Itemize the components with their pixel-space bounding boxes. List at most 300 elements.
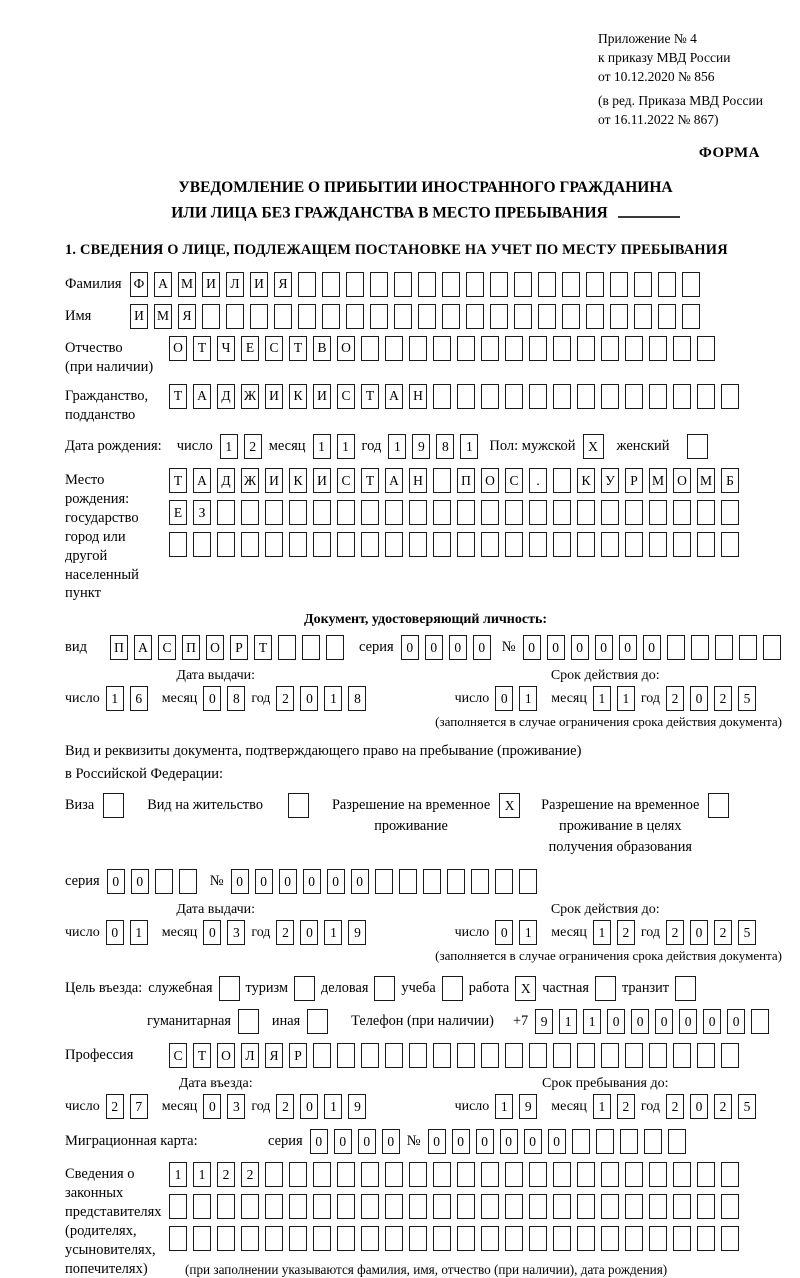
char-cell[interactable] bbox=[241, 532, 259, 557]
char-cell[interactable] bbox=[625, 532, 643, 557]
char-cell[interactable] bbox=[361, 336, 379, 361]
char-cell[interactable] bbox=[409, 336, 427, 361]
char-cell[interactable] bbox=[375, 869, 393, 894]
char-cell[interactable]: 0 bbox=[619, 635, 637, 660]
char-cell[interactable] bbox=[529, 384, 547, 409]
char-cell[interactable]: И bbox=[202, 272, 220, 297]
char-cell[interactable]: 0 bbox=[679, 1009, 697, 1034]
char-cell[interactable] bbox=[634, 272, 652, 297]
char-cell[interactable] bbox=[553, 1043, 571, 1068]
char-cell[interactable]: 0 bbox=[303, 869, 321, 894]
char-cell[interactable]: 0 bbox=[631, 1009, 649, 1034]
char-cell[interactable] bbox=[649, 384, 667, 409]
char-cell[interactable]: А bbox=[154, 272, 172, 297]
char-cell[interactable]: 0 bbox=[334, 1129, 352, 1154]
char-cell[interactable]: К bbox=[289, 468, 307, 493]
char-cell[interactable] bbox=[322, 272, 340, 297]
char-cell[interactable] bbox=[697, 384, 715, 409]
char-cell[interactable]: И bbox=[313, 468, 331, 493]
char-cell[interactable] bbox=[538, 304, 556, 329]
char-cell[interactable] bbox=[529, 1226, 547, 1251]
char-cell[interactable] bbox=[721, 1043, 739, 1068]
char-cell[interactable]: А bbox=[385, 468, 403, 493]
char-cell[interactable] bbox=[385, 1162, 403, 1187]
char-cell[interactable]: В bbox=[313, 336, 331, 361]
char-cell[interactable] bbox=[322, 304, 340, 329]
char-cell[interactable] bbox=[562, 304, 580, 329]
char-cell[interactable] bbox=[409, 1162, 427, 1187]
char-cell[interactable] bbox=[361, 1194, 379, 1219]
char-cell[interactable] bbox=[519, 869, 537, 894]
char-cell[interactable]: О bbox=[169, 336, 187, 361]
char-cell[interactable]: И bbox=[250, 272, 268, 297]
char-cell[interactable] bbox=[601, 384, 619, 409]
char-cell[interactable] bbox=[625, 1226, 643, 1251]
char-cell[interactable] bbox=[649, 1194, 667, 1219]
char-cell[interactable]: 2 bbox=[666, 1094, 684, 1119]
char-cell[interactable] bbox=[433, 1043, 451, 1068]
char-cell[interactable] bbox=[385, 1043, 403, 1068]
char-cell[interactable]: Н bbox=[409, 384, 427, 409]
char-cell[interactable] bbox=[538, 272, 556, 297]
purpose-work-checkbox[interactable]: X bbox=[515, 976, 536, 1001]
char-cell[interactable] bbox=[697, 336, 715, 361]
char-cell[interactable] bbox=[241, 1194, 259, 1219]
char-cell[interactable] bbox=[346, 272, 364, 297]
char-cell[interactable]: 5 bbox=[738, 920, 756, 945]
char-cell[interactable] bbox=[739, 635, 757, 660]
char-cell[interactable] bbox=[313, 532, 331, 557]
char-cell[interactable] bbox=[529, 532, 547, 557]
char-cell[interactable]: 1 bbox=[220, 434, 238, 459]
char-cell[interactable]: 0 bbox=[310, 1129, 328, 1154]
char-cell[interactable] bbox=[289, 1226, 307, 1251]
char-cell[interactable] bbox=[673, 500, 691, 525]
char-cell[interactable] bbox=[529, 500, 547, 525]
char-cell[interactable] bbox=[278, 635, 296, 660]
char-cell[interactable]: 0 bbox=[300, 1094, 318, 1119]
char-cell[interactable] bbox=[313, 1043, 331, 1068]
char-cell[interactable]: Е bbox=[169, 500, 187, 525]
char-cell[interactable]: 0 bbox=[425, 635, 443, 660]
char-cell[interactable]: Е bbox=[241, 336, 259, 361]
char-cell[interactable]: А bbox=[134, 635, 152, 660]
char-cell[interactable] bbox=[649, 532, 667, 557]
char-cell[interactable] bbox=[337, 1043, 355, 1068]
char-cell[interactable] bbox=[169, 532, 187, 557]
char-cell[interactable] bbox=[418, 304, 436, 329]
char-cell[interactable]: 2 bbox=[276, 920, 294, 945]
char-cell[interactable] bbox=[313, 1194, 331, 1219]
char-cell[interactable] bbox=[577, 500, 595, 525]
char-cell[interactable]: 1 bbox=[193, 1162, 211, 1187]
char-cell[interactable]: 2 bbox=[276, 686, 294, 711]
char-cell[interactable] bbox=[409, 532, 427, 557]
char-cell[interactable] bbox=[673, 532, 691, 557]
char-cell[interactable]: 9 bbox=[348, 920, 366, 945]
char-cell[interactable]: Т bbox=[361, 468, 379, 493]
char-cell[interactable] bbox=[721, 1226, 739, 1251]
char-cell[interactable] bbox=[433, 532, 451, 557]
char-cell[interactable] bbox=[409, 1194, 427, 1219]
char-cell[interactable]: 1 bbox=[593, 1094, 611, 1119]
char-cell[interactable]: 0 bbox=[449, 635, 467, 660]
char-cell[interactable]: 0 bbox=[382, 1129, 400, 1154]
char-cell[interactable] bbox=[625, 500, 643, 525]
char-cell[interactable]: 6 bbox=[130, 686, 148, 711]
char-cell[interactable] bbox=[298, 272, 316, 297]
char-cell[interactable] bbox=[361, 500, 379, 525]
char-cell[interactable]: 0 bbox=[358, 1129, 376, 1154]
char-cell[interactable]: Р bbox=[625, 468, 643, 493]
char-cell[interactable] bbox=[601, 1162, 619, 1187]
char-cell[interactable]: Л bbox=[241, 1043, 259, 1068]
char-cell[interactable] bbox=[697, 1194, 715, 1219]
char-cell[interactable] bbox=[433, 336, 451, 361]
char-cell[interactable] bbox=[361, 532, 379, 557]
char-cell[interactable] bbox=[625, 384, 643, 409]
char-cell[interactable]: П bbox=[110, 635, 128, 660]
char-cell[interactable] bbox=[572, 1129, 590, 1154]
char-cell[interactable]: М bbox=[154, 304, 172, 329]
char-cell[interactable]: И bbox=[130, 304, 148, 329]
char-cell[interactable]: С bbox=[337, 384, 355, 409]
char-cell[interactable]: Т bbox=[254, 635, 272, 660]
char-cell[interactable]: 1 bbox=[106, 686, 124, 711]
char-cell[interactable]: Т bbox=[193, 336, 211, 361]
char-cell[interactable]: 1 bbox=[617, 686, 635, 711]
char-cell[interactable] bbox=[625, 336, 643, 361]
char-cell[interactable]: 0 bbox=[547, 635, 565, 660]
char-cell[interactable]: 2 bbox=[714, 920, 732, 945]
char-cell[interactable] bbox=[370, 304, 388, 329]
char-cell[interactable]: Ч bbox=[217, 336, 235, 361]
char-cell[interactable] bbox=[193, 1226, 211, 1251]
char-cell[interactable]: 1 bbox=[460, 434, 478, 459]
char-cell[interactable]: 0 bbox=[300, 920, 318, 945]
char-cell[interactable]: С bbox=[158, 635, 176, 660]
char-cell[interactable] bbox=[620, 1129, 638, 1154]
char-cell[interactable]: 0 bbox=[351, 869, 369, 894]
char-cell[interactable] bbox=[553, 336, 571, 361]
char-cell[interactable]: Д bbox=[217, 384, 235, 409]
char-cell[interactable] bbox=[577, 1043, 595, 1068]
char-cell[interactable] bbox=[433, 500, 451, 525]
char-cell[interactable]: 9 bbox=[348, 1094, 366, 1119]
char-cell[interactable] bbox=[265, 1162, 283, 1187]
char-cell[interactable]: . bbox=[529, 468, 547, 493]
char-cell[interactable] bbox=[682, 304, 700, 329]
char-cell[interactable] bbox=[601, 500, 619, 525]
char-cell[interactable]: 0 bbox=[727, 1009, 745, 1034]
char-cell[interactable]: 0 bbox=[643, 635, 661, 660]
char-cell[interactable]: 9 bbox=[519, 1094, 537, 1119]
char-cell[interactable] bbox=[193, 532, 211, 557]
char-cell[interactable] bbox=[481, 384, 499, 409]
char-cell[interactable]: 9 bbox=[412, 434, 430, 459]
char-cell[interactable] bbox=[250, 304, 268, 329]
char-cell[interactable] bbox=[481, 1226, 499, 1251]
char-cell[interactable] bbox=[673, 1226, 691, 1251]
char-cell[interactable] bbox=[457, 1226, 475, 1251]
char-cell[interactable]: Д bbox=[217, 468, 235, 493]
char-cell[interactable]: 0 bbox=[703, 1009, 721, 1034]
char-cell[interactable] bbox=[442, 272, 460, 297]
char-cell[interactable]: Л bbox=[226, 272, 244, 297]
char-cell[interactable] bbox=[241, 1226, 259, 1251]
char-cell[interactable] bbox=[193, 1194, 211, 1219]
char-cell[interactable] bbox=[601, 336, 619, 361]
char-cell[interactable]: 3 bbox=[227, 1094, 245, 1119]
char-cell[interactable]: Т bbox=[169, 468, 187, 493]
char-cell[interactable] bbox=[337, 500, 355, 525]
char-cell[interactable] bbox=[601, 1043, 619, 1068]
char-cell[interactable]: 8 bbox=[436, 434, 454, 459]
char-cell[interactable] bbox=[505, 1226, 523, 1251]
char-cell[interactable]: 0 bbox=[327, 869, 345, 894]
char-cell[interactable] bbox=[601, 1226, 619, 1251]
char-cell[interactable] bbox=[505, 384, 523, 409]
char-cell[interactable] bbox=[649, 500, 667, 525]
char-cell[interactable] bbox=[697, 532, 715, 557]
char-cell[interactable] bbox=[529, 1162, 547, 1187]
char-cell[interactable] bbox=[505, 1194, 523, 1219]
char-cell[interactable]: 0 bbox=[690, 1094, 708, 1119]
char-cell[interactable]: 0 bbox=[495, 920, 513, 945]
char-cell[interactable] bbox=[346, 304, 364, 329]
char-cell[interactable] bbox=[673, 1194, 691, 1219]
char-cell[interactable] bbox=[553, 384, 571, 409]
purpose-humanitarian-checkbox[interactable] bbox=[238, 1009, 259, 1034]
char-cell[interactable] bbox=[658, 304, 676, 329]
char-cell[interactable] bbox=[433, 468, 451, 493]
temp-residence-edu-checkbox[interactable] bbox=[708, 793, 729, 818]
char-cell[interactable] bbox=[337, 532, 355, 557]
purpose-other-checkbox[interactable] bbox=[307, 1009, 328, 1034]
char-cell[interactable] bbox=[644, 1129, 662, 1154]
char-cell[interactable] bbox=[649, 1162, 667, 1187]
char-cell[interactable]: 0 bbox=[107, 869, 125, 894]
char-cell[interactable] bbox=[433, 1194, 451, 1219]
char-cell[interactable] bbox=[337, 1194, 355, 1219]
char-cell[interactable] bbox=[385, 1194, 403, 1219]
char-cell[interactable] bbox=[457, 500, 475, 525]
char-cell[interactable] bbox=[409, 1226, 427, 1251]
char-cell[interactable] bbox=[265, 500, 283, 525]
char-cell[interactable] bbox=[394, 272, 412, 297]
char-cell[interactable]: М bbox=[697, 468, 715, 493]
char-cell[interactable]: И bbox=[265, 468, 283, 493]
char-cell[interactable] bbox=[418, 272, 436, 297]
char-cell[interactable]: 0 bbox=[203, 1094, 221, 1119]
char-cell[interactable]: 2 bbox=[617, 920, 635, 945]
char-cell[interactable] bbox=[265, 1226, 283, 1251]
char-cell[interactable]: И bbox=[313, 384, 331, 409]
char-cell[interactable]: 9 bbox=[535, 1009, 553, 1034]
char-cell[interactable]: 0 bbox=[428, 1129, 446, 1154]
char-cell[interactable] bbox=[577, 1226, 595, 1251]
char-cell[interactable] bbox=[505, 500, 523, 525]
char-cell[interactable] bbox=[361, 1226, 379, 1251]
char-cell[interactable] bbox=[433, 1226, 451, 1251]
char-cell[interactable] bbox=[433, 384, 451, 409]
char-cell[interactable] bbox=[601, 532, 619, 557]
char-cell[interactable] bbox=[751, 1009, 769, 1034]
char-cell[interactable] bbox=[577, 1194, 595, 1219]
char-cell[interactable] bbox=[481, 1162, 499, 1187]
char-cell[interactable] bbox=[466, 304, 484, 329]
char-cell[interactable]: С bbox=[169, 1043, 187, 1068]
char-cell[interactable]: 0 bbox=[255, 869, 273, 894]
char-cell[interactable]: О bbox=[673, 468, 691, 493]
char-cell[interactable]: 1 bbox=[583, 1009, 601, 1034]
char-cell[interactable] bbox=[682, 272, 700, 297]
char-cell[interactable] bbox=[697, 1043, 715, 1068]
char-cell[interactable] bbox=[691, 635, 709, 660]
char-cell[interactable]: О bbox=[481, 468, 499, 493]
char-cell[interactable] bbox=[505, 1043, 523, 1068]
char-cell[interactable]: Б bbox=[721, 468, 739, 493]
char-cell[interactable]: 1 bbox=[519, 920, 537, 945]
char-cell[interactable] bbox=[361, 1162, 379, 1187]
char-cell[interactable] bbox=[673, 384, 691, 409]
char-cell[interactable] bbox=[457, 1162, 475, 1187]
char-cell[interactable]: О bbox=[217, 1043, 235, 1068]
char-cell[interactable] bbox=[433, 1162, 451, 1187]
char-cell[interactable]: 0 bbox=[106, 920, 124, 945]
purpose-tourism-checkbox[interactable] bbox=[294, 976, 315, 1001]
char-cell[interactable]: Я bbox=[274, 272, 292, 297]
char-cell[interactable]: 0 bbox=[452, 1129, 470, 1154]
char-cell[interactable]: 3 bbox=[227, 920, 245, 945]
char-cell[interactable]: О bbox=[337, 336, 355, 361]
char-cell[interactable] bbox=[553, 1194, 571, 1219]
char-cell[interactable]: Р bbox=[230, 635, 248, 660]
char-cell[interactable] bbox=[217, 532, 235, 557]
char-cell[interactable] bbox=[577, 336, 595, 361]
char-cell[interactable]: Р bbox=[289, 1043, 307, 1068]
char-cell[interactable] bbox=[553, 500, 571, 525]
char-cell[interactable]: 1 bbox=[324, 686, 342, 711]
char-cell[interactable] bbox=[457, 1043, 475, 1068]
char-cell[interactable]: 1 bbox=[169, 1162, 187, 1187]
char-cell[interactable]: Я bbox=[265, 1043, 283, 1068]
char-cell[interactable] bbox=[649, 336, 667, 361]
char-cell[interactable] bbox=[217, 1226, 235, 1251]
char-cell[interactable]: 0 bbox=[523, 635, 541, 660]
char-cell[interactable]: 2 bbox=[276, 1094, 294, 1119]
char-cell[interactable]: 1 bbox=[495, 1094, 513, 1119]
char-cell[interactable]: 1 bbox=[559, 1009, 577, 1034]
char-cell[interactable] bbox=[658, 272, 676, 297]
char-cell[interactable] bbox=[399, 869, 417, 894]
char-cell[interactable] bbox=[385, 1226, 403, 1251]
char-cell[interactable] bbox=[385, 336, 403, 361]
char-cell[interactable] bbox=[697, 500, 715, 525]
char-cell[interactable] bbox=[601, 1194, 619, 1219]
char-cell[interactable] bbox=[457, 532, 475, 557]
char-cell[interactable] bbox=[697, 1226, 715, 1251]
char-cell[interactable] bbox=[457, 336, 475, 361]
char-cell[interactable] bbox=[179, 869, 197, 894]
char-cell[interactable]: У bbox=[601, 468, 619, 493]
char-cell[interactable]: Т bbox=[193, 1043, 211, 1068]
char-cell[interactable]: 0 bbox=[300, 686, 318, 711]
char-cell[interactable] bbox=[625, 1043, 643, 1068]
char-cell[interactable]: П bbox=[182, 635, 200, 660]
char-cell[interactable]: 0 bbox=[279, 869, 297, 894]
char-cell[interactable] bbox=[553, 468, 571, 493]
char-cell[interactable] bbox=[313, 1162, 331, 1187]
char-cell[interactable] bbox=[265, 532, 283, 557]
char-cell[interactable]: С bbox=[265, 336, 283, 361]
char-cell[interactable]: 1 bbox=[324, 1094, 342, 1119]
char-cell[interactable] bbox=[505, 532, 523, 557]
char-cell[interactable]: 1 bbox=[130, 920, 148, 945]
char-cell[interactable] bbox=[490, 272, 508, 297]
char-cell[interactable]: 2 bbox=[714, 1094, 732, 1119]
char-cell[interactable]: 0 bbox=[524, 1129, 542, 1154]
char-cell[interactable] bbox=[577, 532, 595, 557]
char-cell[interactable] bbox=[721, 500, 739, 525]
char-cell[interactable] bbox=[577, 384, 595, 409]
char-cell[interactable] bbox=[226, 304, 244, 329]
char-cell[interactable]: С bbox=[505, 468, 523, 493]
char-cell[interactable] bbox=[649, 1226, 667, 1251]
char-cell[interactable] bbox=[505, 336, 523, 361]
char-cell[interactable]: 1 bbox=[593, 920, 611, 945]
char-cell[interactable]: Ф bbox=[130, 272, 148, 297]
char-cell[interactable] bbox=[586, 304, 604, 329]
char-cell[interactable] bbox=[457, 384, 475, 409]
char-cell[interactable]: 8 bbox=[348, 686, 366, 711]
char-cell[interactable]: 0 bbox=[476, 1129, 494, 1154]
purpose-official-checkbox[interactable] bbox=[219, 976, 240, 1001]
char-cell[interactable] bbox=[442, 304, 460, 329]
char-cell[interactable] bbox=[673, 336, 691, 361]
char-cell[interactable] bbox=[553, 1226, 571, 1251]
char-cell[interactable] bbox=[385, 500, 403, 525]
char-cell[interactable] bbox=[289, 1194, 307, 1219]
char-cell[interactable]: 2 bbox=[617, 1094, 635, 1119]
char-cell[interactable] bbox=[721, 532, 739, 557]
char-cell[interactable]: А bbox=[193, 384, 211, 409]
char-cell[interactable] bbox=[649, 1043, 667, 1068]
char-cell[interactable] bbox=[313, 500, 331, 525]
char-cell[interactable]: 0 bbox=[607, 1009, 625, 1034]
char-cell[interactable]: А bbox=[385, 384, 403, 409]
purpose-private-checkbox[interactable] bbox=[595, 976, 616, 1001]
char-cell[interactable] bbox=[385, 532, 403, 557]
char-cell[interactable] bbox=[514, 272, 532, 297]
char-cell[interactable]: 2 bbox=[666, 686, 684, 711]
char-cell[interactable] bbox=[394, 304, 412, 329]
char-cell[interactable] bbox=[715, 635, 733, 660]
char-cell[interactable] bbox=[423, 869, 441, 894]
char-cell[interactable]: 8 bbox=[227, 686, 245, 711]
char-cell[interactable]: Т bbox=[289, 336, 307, 361]
char-cell[interactable] bbox=[610, 272, 628, 297]
char-cell[interactable] bbox=[361, 1043, 379, 1068]
char-cell[interactable] bbox=[409, 1043, 427, 1068]
char-cell[interactable]: 7 bbox=[130, 1094, 148, 1119]
temp-residence-checkbox[interactable]: X bbox=[499, 793, 520, 818]
char-cell[interactable] bbox=[274, 304, 292, 329]
char-cell[interactable] bbox=[471, 869, 489, 894]
char-cell[interactable]: О bbox=[206, 635, 224, 660]
char-cell[interactable] bbox=[217, 500, 235, 525]
char-cell[interactable]: 5 bbox=[738, 686, 756, 711]
